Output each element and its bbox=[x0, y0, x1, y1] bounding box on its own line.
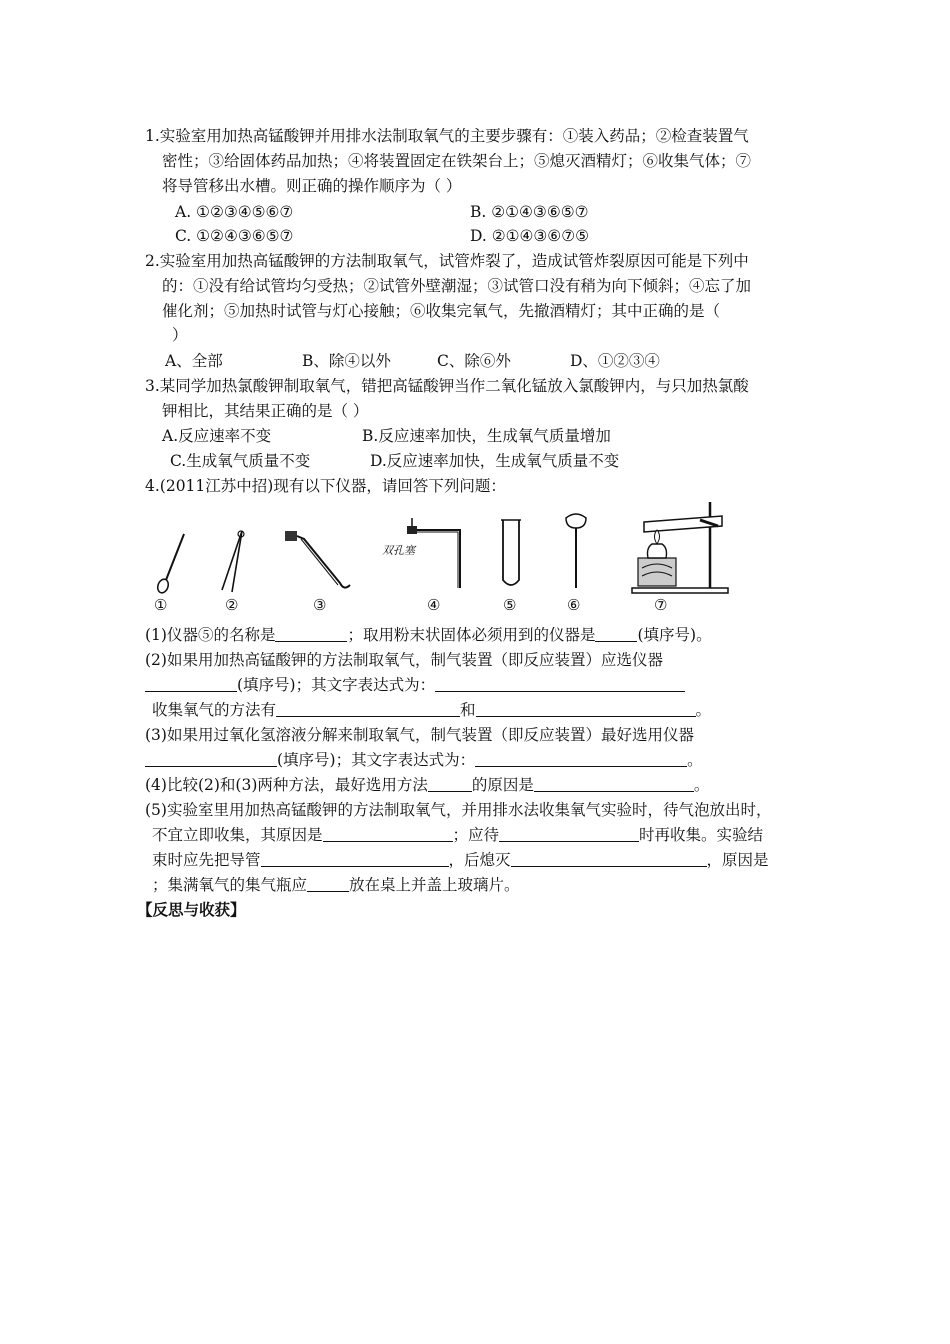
q4-part-3-line-1: (3)如果用过氧化氢溶液分解来制取氧气，制气装置（即反应装置）最好选用仪器 bbox=[145, 726, 694, 744]
q2-line-4: ） bbox=[172, 326, 188, 344]
q4-part-1 bbox=[145, 623, 712, 647]
q4-p5-text-c: 时再收集。实验结 bbox=[639, 826, 764, 844]
instrument-label-1: ① bbox=[154, 596, 168, 614]
answer-blank[interactable] bbox=[475, 750, 687, 767]
answer-blank[interactable] bbox=[428, 775, 472, 792]
q4-part-2-line-2 bbox=[145, 673, 685, 697]
q4-p5-text-h: 放在桌上并盖上玻璃片。 bbox=[349, 876, 520, 894]
q1-line-1: 1.实验室用加热高锰酸钾并用排水法制取氧气的主要步骤有：①装入药品；②检查装置气 bbox=[145, 127, 749, 145]
q3-line-2: 钾相比，其结果正确的是（ ） bbox=[162, 402, 369, 420]
answer-blank[interactable] bbox=[595, 625, 637, 642]
answer-blank[interactable] bbox=[534, 775, 694, 792]
q1-option-a: A. ①②③④⑤⑥⑦ bbox=[175, 203, 294, 221]
q4-part-2-line-1: (2)如果用加热高锰酸钾的方法制取氧气，制气装置（即反应装置）应选仪器 bbox=[145, 651, 663, 669]
q1-line-3: 将导管移出水槽。则正确的操作顺序为（ ） bbox=[162, 177, 462, 195]
q3-option-d: D.反应速率加快，生成氧气质量不变 bbox=[370, 452, 620, 470]
svg-text:双孔塞: 双孔塞 bbox=[382, 544, 415, 557]
q4-part-4 bbox=[145, 773, 709, 797]
stopper-tube-icon bbox=[372, 516, 472, 596]
q4-p4-text-b: 的原因是 bbox=[471, 776, 534, 794]
q3-option-a: A.反应速率不变 bbox=[162, 427, 272, 445]
answer-blank[interactable] bbox=[275, 625, 347, 642]
answer-blank[interactable] bbox=[435, 675, 685, 692]
tweezers-icon bbox=[212, 528, 252, 595]
q4-p3-text-a: (填序号)；其文字表达式为： bbox=[277, 751, 476, 769]
answer-blank[interactable] bbox=[323, 825, 453, 842]
heating-apparatus-icon bbox=[630, 498, 730, 596]
q4-p4-text-a: (4)比较(2)和(3)两种方法，最好选用方法 bbox=[145, 776, 428, 794]
instrument-label-5: ⑤ bbox=[503, 596, 517, 614]
answer-blank[interactable] bbox=[307, 875, 349, 892]
q4-part-2-line-3 bbox=[152, 698, 711, 722]
q4-p4-text-c: 。 bbox=[693, 776, 710, 794]
answer-blank[interactable] bbox=[261, 850, 449, 867]
instrument-label-6: ⑥ bbox=[567, 596, 581, 614]
q4-p5-text-f: ，原因是 bbox=[706, 851, 769, 869]
q4-part-5-line-3 bbox=[152, 848, 769, 872]
q4-part-5-line-2 bbox=[152, 823, 763, 847]
answer-blank[interactable] bbox=[276, 700, 460, 717]
instrument-label-3: ③ bbox=[313, 596, 327, 614]
q4-p5-text-a: 不宜立即收集，其原因是 bbox=[152, 826, 323, 844]
q1-line-2: 密性；③给固体药品加热；④将装置固定在铁架台上；⑤熄灭酒精灯；⑥收集气体；⑦ bbox=[162, 152, 752, 170]
q1-option-b: B. ②①④③⑥⑤⑦ bbox=[470, 203, 589, 221]
q2-line-1: 2.实验室用加热高锰酸钾的方法制取氧气，试管炸裂了，造成试管炸裂原因可能是下列中 bbox=[145, 252, 749, 270]
q3-option-c: C.生成氧气质量不变 bbox=[170, 452, 311, 470]
answer-blank[interactable] bbox=[511, 850, 707, 867]
q4-part-5-line-1: (5)实验室里用加热高锰酸钾的方法制取氧气，并用排水法收集氧气实验时，待气泡放出时， bbox=[145, 801, 772, 819]
q4-p5-text-g: ；集满氧气的集气瓶应 bbox=[152, 876, 308, 894]
answer-blank[interactable] bbox=[145, 750, 277, 767]
answer-blank[interactable] bbox=[145, 675, 237, 692]
q4-p1-text-a: (1)仪器⑤的名称是 bbox=[145, 626, 276, 644]
q3-option-b: B.反应速率加快，生成氧气质量增加 bbox=[362, 427, 611, 445]
q2-option-c: C、除⑥外 bbox=[437, 352, 511, 370]
q1-option-d: D. ②①④③⑥⑦⑤ bbox=[470, 227, 589, 245]
section-heading-reflection: 【反思与收获】 bbox=[137, 901, 246, 919]
q4-p2-text-b: 收集氧气的方法有 bbox=[152, 701, 277, 719]
q4-p2-text-c: 和 bbox=[460, 701, 476, 719]
q3-line-1: 3.某同学加热氯酸钾制取氧气，错把高锰酸钾当作二氧化锰放入氯酸钾内，与只加热氯酸 bbox=[145, 377, 749, 395]
q4-part-5-line-4 bbox=[152, 873, 520, 897]
q2-line-2: 的：①没有给试管均匀受热；②试管外壁潮湿；③试管口没有稍为向下倾斜；④忘了加 bbox=[162, 277, 752, 295]
instrument-label-7: ⑦ bbox=[654, 596, 668, 614]
q4-p5-text-b: ；应待 bbox=[452, 826, 500, 844]
q2-option-a: A、全部 bbox=[165, 352, 223, 370]
q2-option-d: D、①②③④ bbox=[570, 352, 660, 370]
q1-option-c: C. ①②④③⑥⑤⑦ bbox=[175, 227, 294, 245]
q4-p5-text-d: 束时应先把导管 bbox=[152, 851, 261, 869]
q4-p5-text-e: ，后熄灭 bbox=[448, 851, 511, 869]
q4-part-3-line-2 bbox=[145, 748, 703, 772]
q4-p3-text-b: 。 bbox=[687, 751, 703, 769]
q4-p2-text-d: 。 bbox=[695, 701, 712, 719]
q2-line-3: 催化剂；⑤加热时试管与灯心接触；⑥收集完氧气，先撤酒精灯；其中正确的是（ bbox=[162, 302, 721, 320]
q2-option-b: B、除④以外 bbox=[302, 352, 391, 370]
instrument-label-2: ② bbox=[225, 596, 239, 614]
instrument-label-4: ④ bbox=[427, 596, 441, 614]
q4-p2-text-a: (填序号)；其文字表达式为： bbox=[237, 676, 436, 694]
answer-blank[interactable] bbox=[476, 700, 696, 717]
bent-tube-icon bbox=[282, 525, 357, 595]
spoon-ladle-icon bbox=[563, 512, 589, 590]
test-tube-icon bbox=[498, 518, 524, 590]
q4-p1-text-b: ；取用粉末状固体必须用到的仪器是 bbox=[347, 626, 596, 644]
spoon-icon bbox=[152, 530, 192, 595]
answer-blank[interactable] bbox=[499, 825, 639, 842]
q4-intro: 4.(2011江苏中招)现有以下仪器，请回答下列问题： bbox=[145, 477, 506, 495]
q4-p1-text-c: (填序号)。 bbox=[637, 626, 712, 644]
